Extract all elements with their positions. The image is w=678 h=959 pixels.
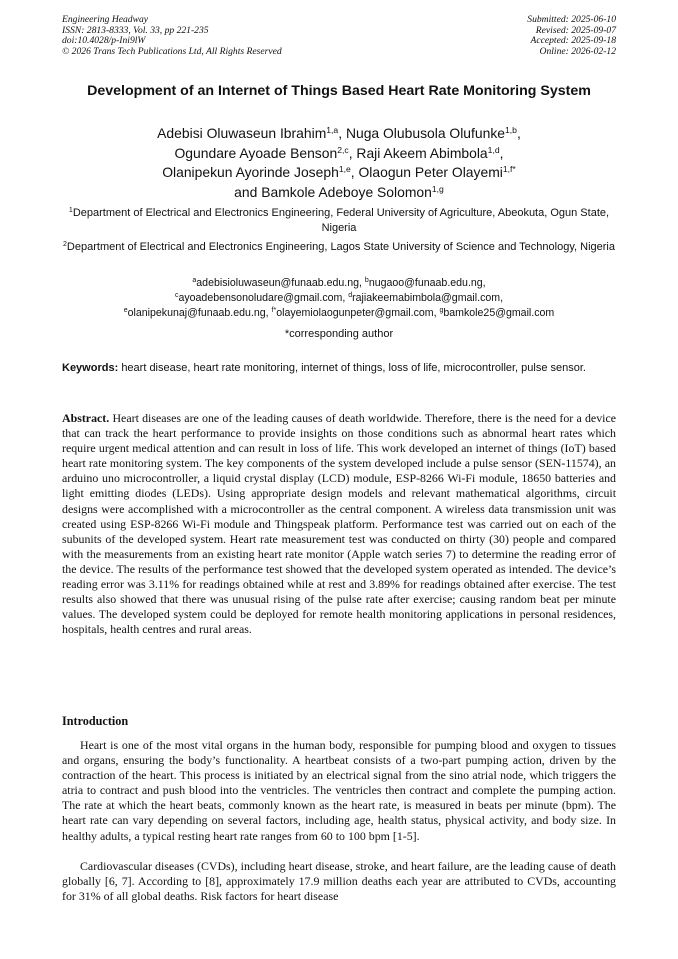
affiliation-text: Department of Electrical and Electronics Engineering, Lagos State University of Science and Technology, Nigeria — [66, 241, 615, 253]
email-link[interactable]: olayemiolaogunpeter@gmail.com — [276, 306, 434, 319]
dates-header — [527, 15, 616, 57]
revised-date: Revised: 2025-09-07 — [535, 24, 616, 36]
online-date: Online: 2026-02-12 — [539, 45, 616, 57]
issn-line: ISSN: 2813-8333, Vol. 33, pp 221-235 — [62, 24, 209, 36]
accepted-date: Accepted: 2025-09-18 — [530, 35, 616, 47]
email-sup: d — [348, 291, 353, 299]
submitted-date: Submitted: 2025-06-10 — [527, 14, 616, 25]
author-name: and Bamkole Adeboye Solomon — [234, 183, 432, 200]
keywords-text: heart disease, heart rate monitoring, internet of things, loss of life, microcontroller, pulse sensor. — [121, 362, 586, 374]
keywords-label: Keywords: — [62, 362, 119, 374]
introduction-paragraph: Heart is one of the most vital organs in the human body, responsible for pumping blood and oxygen to tissues and organs, ensuring the body’s functionality. A heartbeat consists of a two-part pumping action, driven by the contraction of the heart. This process is initiated by an electrical signal from the sino atrial node, which triggers the atria to contract and push blood into the ventricles. The ventricles then contract and complete the pumping action. The rate at which the heart beats, commonly known as the heart rate, is measured in beats per minute (bpm). The heart rate can vary depending on several factors, including age, health status, physical activity, and body size. In healthy adults, a typical resting heart rate ranges from 60 to 100 bpm [1-5]. — [62, 738, 616, 843]
author-sup: 1,f* — [502, 164, 516, 175]
introduction-paragraph: Cardiovascular diseases (CVDs), including heart disease, stroke, and heart failure, are the leading cause of death globally [6, 7]. According to [8], approximately 17.9 million deaths each year are attributed to CVDs, accounting for 31% of all global deaths. Risk factors for heart disease — [62, 859, 616, 904]
doi-line: doi:10.4028/p-Ini9lW — [62, 35, 146, 47]
email-link[interactable]: ayoadebensonoludare@gmail.com — [178, 291, 343, 304]
author-name: Nuga Olubusola Olufunke — [345, 125, 506, 141]
abstract-text: Heart diseases are one of the leading causes of death worldwide. Therefore, there is the need for a device that can track the heart performance to provide insights on those conditions such as abnormal heart rates which require urgent medical attention and can result in loss of life. This work developed an internet of things (IoT) based heart rate monitoring system. The key components of the system developed include a pulse sensor (SEN-11574), an arduino uno microcontroller, a liquid crystal display (LCD) module, ESP-8266 Wi-Fi module, 18650 batteries and light emitting diodes (LEDs). Using appropriate design models and relevant mathematical algorithms, circuit designs were accomplished with a microcontroller as the central component. A wireless data transmission unit was created using ESP-8266 Wi-Fi module and Thingspeak platform. Performance test was carried out on each of the subunits of the developed system. Heart rate measurement test was conducted on thirty (30) people and compared with the measurements from an existing heart rate monitor (Apple watch series 7) to determine the reading error of the device. The results of the performance test showed that the developed system operated as intended. The device’s reading error was 3.11% for readings obtained while at rest and 3.89% for readings obtained after exercise. The test results also showed that there was unusual rising of the pulse rate after exercise; causing random beat per minute values. The developed system could be deployed for remote health monitoring applications in personal residences, hospitals, health centres and rural areas. — [62, 411, 616, 637]
email-link[interactable]: nugaoo@funaab.edu.ng — [368, 277, 483, 289]
author-name: Ogundare Ayoade Benson — [174, 144, 338, 161]
email-sup: g — [439, 306, 444, 314]
email-list: $^a$adebisioluwaseun@funaab.edu.ng, $^b$nugaoo@funaab.edu.ng, $^c$ayoadebensonoludare@gmail.com, $^d$rajiakeemabimbola@gmail.com, $^e$olanipekunaj@funaab.edu.ng, $^{f*}$olayemiolaogunpeter@gmail.com, $^g$bamkole25@gmail.com — [123, 277, 555, 319]
affiliation-sup: 2 — [63, 241, 67, 248]
author-name: Olaogun Peter Olayemi — [358, 164, 503, 181]
email-link[interactable]: olanipekunaj@funaab.edu.ng — [127, 306, 266, 319]
email-link[interactable]: rajiakeemabimbola@gmail.com — [352, 291, 501, 304]
introduction-heading: Introduction — [62, 714, 129, 728]
email-link[interactable]: bamkole25@gmail.com — [443, 306, 555, 319]
journal-header — [62, 15, 282, 57]
email-sup: b — [364, 277, 369, 284]
author-name: Raji Akeem Abimbola — [356, 144, 488, 161]
author-list: Adebisi Oluwaseun Ibrahim$^{1,a}$, Nuga Olubusola Olufunke$^{1,b}$, Ogundare Ayoade Benson$^{2,c}$, Raji Akeem Abimbola$^{1,d}$, Olanipekun Ayorinde Joseph$^{1,e}$, Olaogun Peter Olayemi$^{1,f*}$ and Bamkole Adeboye Solomon$^{1,g}$ — [157, 125, 521, 200]
author-sup: 1,d — [487, 144, 500, 155]
author-sup: 1,a — [326, 125, 339, 135]
corresponding-author-note: *corresponding author — [284, 328, 394, 340]
author-name: Adebisi Oluwaseun Ibrahim — [157, 125, 327, 141]
affiliation-2 — [62, 240, 616, 255]
email-sup: e — [123, 306, 128, 314]
affiliation-sup: 1 — [68, 207, 73, 214]
email-sup: a — [192, 277, 197, 284]
email-sup: c — [174, 291, 179, 299]
affiliation-text: Department of Electrical and Electronics Engineering, Federal University of Agriculture, Abeokuta, Ogun State, Nigeria — [72, 207, 610, 234]
author-sup: 1,b — [505, 125, 517, 135]
author-name: Olanipekun Ayorinde Joseph — [162, 164, 339, 181]
journal-name: Engineering Headway — [62, 14, 149, 25]
keywords — [62, 361, 616, 376]
author-sup: 2,c — [337, 144, 349, 155]
author-sup: 1,e — [338, 164, 351, 175]
abstract — [62, 411, 616, 637]
email-sup: f* — [271, 306, 277, 314]
author-sup: 1,g — [431, 183, 444, 194]
affiliation-1 — [62, 206, 616, 235]
paper-title: Development of an Internet of Things Based Heart Rate Monitoring System — [87, 83, 591, 99]
abstract-label: Abstract. — [62, 411, 110, 425]
email-link[interactable]: adebisioluwaseun@funaab.edu.ng — [196, 277, 360, 289]
copyright-line: © 2026 Trans Tech Publications Ltd, All Rights Reserved — [62, 45, 282, 57]
